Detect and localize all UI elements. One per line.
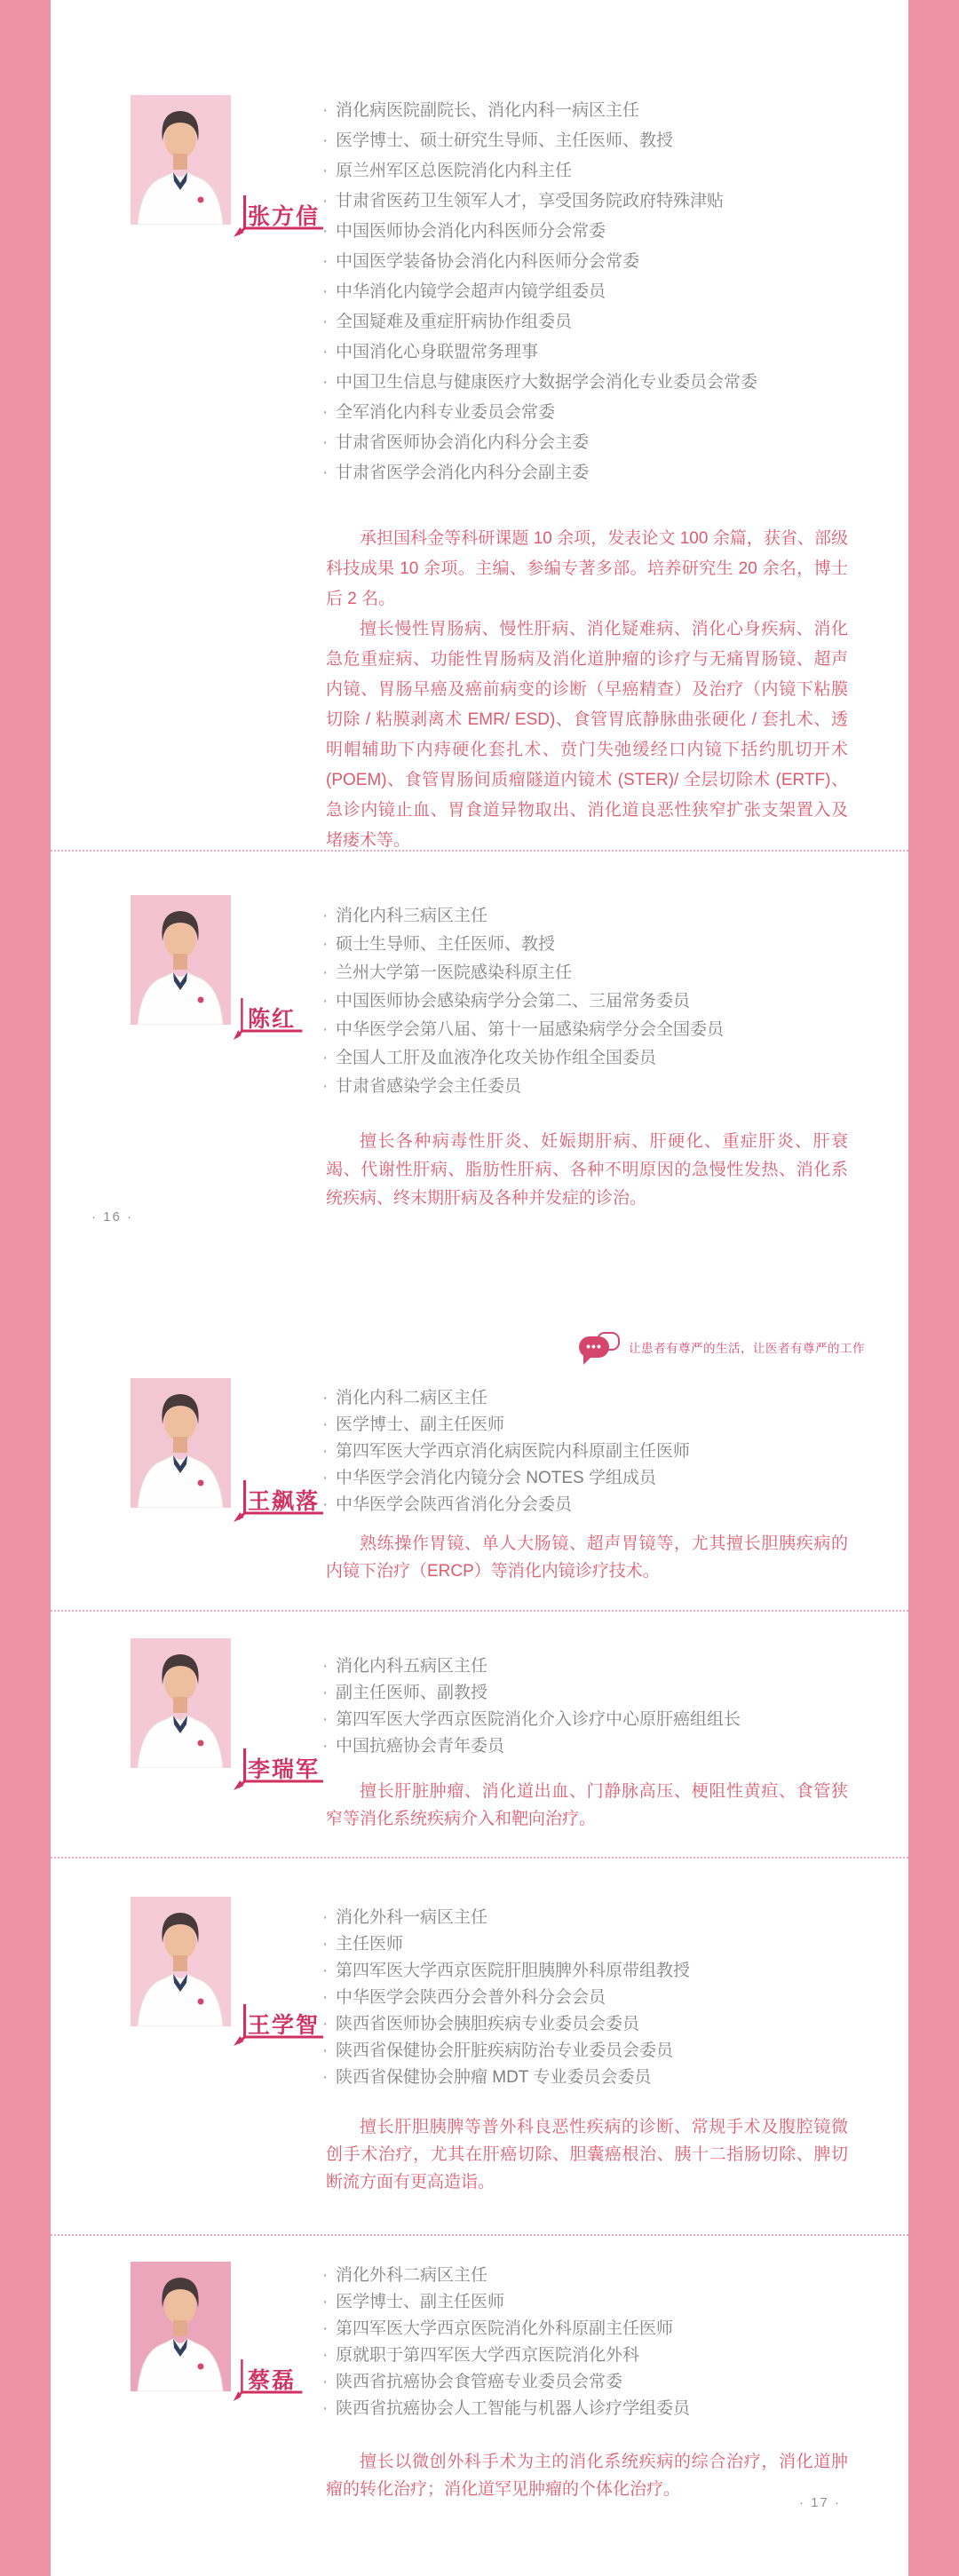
doctor-photo: [131, 1897, 231, 2026]
credential-item: · 原兰州军区总医院消化内科主任: [322, 156, 873, 186]
doctor-profile: [0, 1897, 959, 2216]
speech-bubbles-icon: [579, 1332, 622, 1362]
credential-item: · 陕西省抗癌协会食管癌专业委员会常委: [322, 2369, 873, 2396]
doctor-name: 张方信: [248, 204, 321, 229]
specialty-paragraphs: [326, 524, 848, 856]
doctor-photo: [131, 2262, 231, 2391]
credential-item: · 第四军医大学西京医院消化外科原副主任医师: [322, 2316, 873, 2342]
credential-item: · 消化内科五病区主任: [322, 1653, 873, 1680]
doctor-name: 蔡磊: [248, 2368, 297, 2393]
credential-item: · 消化病医院副院长、消化内科一病区主任: [322, 96, 873, 126]
page-number-16: · 16 ·: [91, 1209, 134, 1225]
credential-item: · 中国医学装备协会消化内科医师分会常委: [322, 247, 873, 277]
credential-item: · 中国抗癌协会青年委员: [322, 1733, 873, 1760]
specialty-paragraph: 擅长以微创外科手术为主的消化系统疾病的综合治疗，消化道肿瘤的转化治疗；消化道罕见肿瘤的个体化治疗。: [326, 2453, 848, 2499]
doctor-name: 李瑞军: [248, 1757, 321, 1782]
credential-item: · 中华医学会第八届、第十一届感染病学分会全国委员: [322, 1016, 873, 1044]
doctor-photo: [131, 95, 231, 225]
specialty-paragraph: 擅长肝脏肿瘤、消化道出血、门静脉高压、梗阻性黄疸、食管狭窄等消化系统疾病介入和靶向治疗。: [326, 1782, 848, 1828]
specialty-paragraphs: [326, 2113, 848, 2196]
doctor-name-tag: [233, 995, 304, 1040]
doctor-name-tag: [233, 1746, 325, 1790]
page-header: [579, 1332, 863, 1362]
specialty-paragraphs: [326, 2448, 848, 2503]
credential-item: · 甘肃省感染学会主任委员: [322, 1073, 873, 1101]
credential-item: · 医学博士、副主任医师: [322, 2289, 873, 2316]
credentials-list: [322, 1905, 873, 2091]
doctor-name-tag: [233, 193, 325, 237]
credential-item: · 陕西省抗癌协会人工智能与机器人诊疗学组委员: [322, 2396, 873, 2422]
hospital-slogan: 让患者有尊严的生活，让医者有尊严的工作: [629, 1342, 865, 1355]
doctor-photo: [131, 1378, 231, 1508]
credential-item: · 消化内科三病区主任: [322, 902, 873, 931]
credential-item: · 甘肃省医药卫生领军人才，享受国务院政府特殊津贴: [322, 186, 873, 217]
credentials-list: [322, 2263, 873, 2422]
credential-item: · 中华医学会消化内镜分会 NOTES 学组成员: [322, 1465, 873, 1492]
specialty-paragraphs: [326, 1778, 848, 1833]
dotted-divider: [51, 850, 908, 852]
credential-item: · 中华医学会陕西分会普外科分会会员: [322, 1985, 873, 2011]
credential-item: · 兰州大学第一医院感染科原主任: [322, 959, 873, 987]
dotted-divider: [51, 1610, 908, 1612]
credential-item: · 消化外科一病区主任: [322, 1905, 873, 1931]
credential-item: · 中国消化心身联盟常务理事: [322, 337, 873, 368]
credential-item: · 硕士生导师、主任医师、教授: [322, 931, 873, 959]
credential-item: · 消化外科二病区主任: [322, 2263, 873, 2289]
credential-item: · 中国医师协会感染病学分会第二、三届常务委员: [322, 987, 873, 1016]
specialty-paragraphs: [326, 1128, 848, 1213]
credential-item: · 医学博士、硕士研究生导师、主任医师、教授: [322, 126, 873, 156]
dotted-divider: [51, 2234, 908, 2236]
specialty-paragraph: 熟练操作胃镜、单人大肠镜、超声胃镜等，尤其擅长胆胰疾病的内镜下治疗（ERCP）等消化内镜诊疗技术。: [326, 1534, 848, 1581]
ellipsis-dots: •••: [586, 1339, 602, 1353]
credential-item: · 医学博士、副主任医师: [322, 1412, 873, 1439]
credential-item: · 副主任医师、副教授: [322, 1680, 873, 1707]
credential-item: · 中华医学会陕西省消化分会委员: [322, 1492, 873, 1518]
doctor-portrait-illustration: [131, 1897, 231, 2026]
specialty-paragraph: 擅长慢性胃肠病、慢性肝病、消化疑难病、消化心身疾病、消化急危重症病、功能性胃肠病及消化道肿瘤的诊疗与无痛胃肠镜、超声内镜、胃肠早癌及癌前病变的诊断（早癌精查）及治疗（内镜下粘膜切除 / 粘膜剥离术 EMR/ ESD)、食管胃底静脉曲张硬化 / 套扎术、透明帽辅助下内痔硬化套扎术、贲门失弛缓经口内镜下括约肌切开术 (POEM)、食管胃肠间质瘤隧道内镜术 (STER)/ 全层切除术 (ERTF)、急诊内镜止血、胃食道异物取出、消化道良恶性狭窄扩张支架置入及堵瘘术等。: [326, 620, 848, 850]
doctor-profile: [0, 95, 959, 850]
doctor-portrait-illustration: [131, 1638, 231, 1768]
credential-item: · 中国卫生信息与健康医疗大数据学会消化专业委员会常委: [322, 368, 873, 398]
page-number-17: · 17 ·: [799, 2495, 842, 2510]
credentials-list: [322, 902, 873, 1101]
credential-item: · 中国医师协会消化内科医师分会常委: [322, 217, 873, 247]
credential-item: · 全国人工肝及血液净化攻关协作组全国委员: [322, 1044, 873, 1073]
specialty-paragraph: 擅长各种病毒性肝炎、妊娠期肝病、肝硬化、重症肝炎、肝衰竭、代谢性肝病、脂肪性肝病、各种不明原因的急慢性发热、消化系统疾病、终末期肝病及各种并发症的诊治。: [326, 1132, 848, 1208]
speech-bubble-solid: [579, 1336, 609, 1358]
specialty-paragraph: 承担国科金等科研课题 10 余项，发表论文 100 余篇，获省、部级科技成果 10 余项。主编、参编专著多部。培养研究生 20 余名，博士后 2 名。: [326, 529, 848, 608]
credential-item: · 甘肃省医学会消化内科分会副主委: [322, 458, 873, 488]
credential-item: · 甘肃省医师协会消化内科分会主委: [322, 428, 873, 458]
credentials-list: [322, 1385, 873, 1518]
doctor-portrait-illustration: [131, 2262, 231, 2391]
doctor-name: 王飙落: [248, 1489, 321, 1514]
doctor-portrait-illustration: [131, 95, 231, 225]
doctor-photo: [131, 895, 231, 1025]
doctor-profile: [0, 2262, 959, 2528]
credential-item: · 消化内科二病区主任: [322, 1385, 873, 1412]
credential-item: · 中华消化内镜学会超声内镜学组委员: [322, 277, 873, 307]
doctor-name-tag: [233, 2001, 325, 2046]
doctor-photo: [131, 1638, 231, 1768]
doctor-profile: [0, 895, 959, 1233]
credentials-list: [322, 96, 873, 488]
credential-item: · 全国疑难及重症肝病协作组委员: [322, 307, 873, 337]
doctor-profile: [0, 1638, 959, 1856]
doctor-profile: [0, 1378, 959, 1609]
doctor-name-tag: [233, 2357, 304, 2401]
credentials-list: [322, 1653, 873, 1760]
doctor-portrait-illustration: [131, 1378, 231, 1508]
doctor-name-tag: [233, 1478, 325, 1522]
credential-item: · 第四军医大学西京医院消化介入诊疗中心原肝癌组组长: [322, 1707, 873, 1733]
specialty-paragraph: 擅长肝胆胰脾等普外科良恶性疾病的诊断、常规手术及腹腔镜微创手术治疗，尤其在肝癌切除、胆囊癌根治、胰十二指肠切除、脾切断流方面有更高造诣。: [326, 2118, 848, 2192]
credential-item: · 全军消化内科专业委员会常委: [322, 398, 873, 428]
credential-item: · 陕西省保健协会肿瘤 MDT 专业委员会委员: [322, 2065, 873, 2091]
credential-item: · 第四军医大学西京消化病医院内科原副主任医师: [322, 1439, 873, 1465]
credential-item: · 陕西省医师协会胰胆疾病专业委员会委员: [322, 2011, 873, 2038]
credential-item: · 陕西省保健协会肝脏疾病防治专业委员会委员: [322, 2038, 873, 2065]
doctor-name: 王学智: [248, 2013, 321, 2038]
doctor-name: 陈红: [248, 1007, 297, 1032]
credential-item: · 主任医师: [322, 1931, 873, 1958]
credential-item: · 原就职于第四军医大学西京医院消化外科: [322, 2342, 873, 2369]
dotted-divider: [51, 1857, 908, 1859]
specialty-paragraphs: [326, 1530, 848, 1585]
doctor-portrait-illustration: [131, 895, 231, 1025]
credential-item: · 第四军医大学西京医院肝胆胰脾外科原带组教授: [322, 1958, 873, 1985]
